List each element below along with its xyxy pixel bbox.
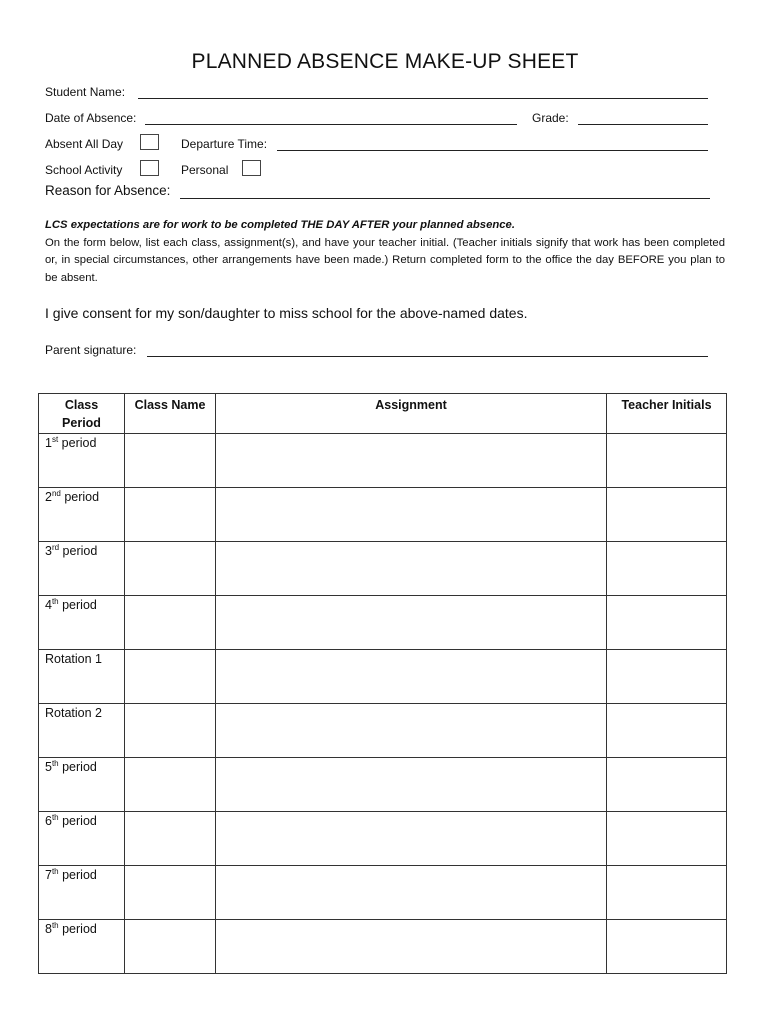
class-name-cell[interactable] xyxy=(125,542,216,596)
teacher-initials-cell[interactable] xyxy=(607,704,727,758)
personal-label: Personal xyxy=(181,163,229,177)
table-row xyxy=(39,542,727,596)
school-activity-checkbox[interactable] xyxy=(140,160,159,176)
grade-field[interactable] xyxy=(578,124,708,125)
assignment-cell[interactable] xyxy=(216,866,607,920)
reason-for-absence-field[interactable] xyxy=(180,198,710,199)
table-row xyxy=(39,866,727,920)
expectations-heading: LCS expectations are for work to be completed THE DAY AFTER your planned absence. xyxy=(45,219,515,231)
student-name-field[interactable] xyxy=(138,98,708,99)
table-row xyxy=(39,920,727,974)
teacher-initials-cell[interactable] xyxy=(607,650,727,704)
assignment-cell[interactable] xyxy=(216,758,607,812)
header-class-period-line1: Class xyxy=(64,398,99,412)
header-class-period xyxy=(39,394,125,434)
student-name-label: Student Name: xyxy=(45,85,126,99)
table-row xyxy=(39,596,727,650)
class-name-cell[interactable] xyxy=(125,434,216,488)
class-name-cell[interactable] xyxy=(125,704,216,758)
absent-all-day-checkbox[interactable] xyxy=(140,134,159,150)
date-of-absence-field[interactable] xyxy=(145,124,517,125)
period-cell: 2nd period xyxy=(39,488,125,542)
header-class-name: Class Name xyxy=(125,394,216,434)
reason-for-absence-label: Reason for Absence: xyxy=(45,183,171,198)
teacher-initials-cell[interactable] xyxy=(607,596,727,650)
date-of-absence-label: Date of Absence: xyxy=(45,111,137,125)
expectations-notice xyxy=(45,217,725,287)
form-title: PLANNED ABSENCE MAKE-UP SHEET xyxy=(191,50,579,73)
assignment-cell[interactable] xyxy=(216,920,607,974)
class-name-cell[interactable] xyxy=(125,650,216,704)
table-row xyxy=(39,650,727,704)
assignment-cell[interactable] xyxy=(216,812,607,866)
departure-time-field[interactable] xyxy=(277,150,708,151)
assignment-cell[interactable] xyxy=(216,704,607,758)
period-cell: 8th period xyxy=(39,920,125,974)
table-header-row xyxy=(39,394,727,434)
teacher-initials-cell[interactable] xyxy=(607,866,727,920)
period-cell: Rotation 1 xyxy=(39,650,125,704)
class-name-cell[interactable] xyxy=(125,758,216,812)
class-name-cell[interactable] xyxy=(125,920,216,974)
teacher-initials-cell[interactable] xyxy=(607,542,727,596)
table-row xyxy=(39,704,727,758)
teacher-initials-cell[interactable] xyxy=(607,758,727,812)
parent-signature-label: Parent signature: xyxy=(45,343,137,357)
period-cell: 7th period xyxy=(39,866,125,920)
teacher-initials-cell[interactable] xyxy=(607,812,727,866)
header-teacher-initials: Teacher Initials xyxy=(607,394,727,434)
school-activity-label: School Activity xyxy=(45,163,123,177)
grade-label: Grade: xyxy=(532,111,569,125)
class-name-cell[interactable] xyxy=(125,812,216,866)
teacher-initials-cell[interactable] xyxy=(607,488,727,542)
assignment-cell[interactable] xyxy=(216,542,607,596)
assignment-cell[interactable] xyxy=(216,596,607,650)
parent-signature-field[interactable] xyxy=(147,356,708,357)
expectations-body: On the form below, list each class, assignment(s), and have your teacher initial. (Teacher initials signify that work has been completed or, in special circumstances, other arrangements have been made.) Return completed form to the office the day BEFORE you plan to be absent. xyxy=(45,236,725,284)
personal-checkbox[interactable] xyxy=(242,160,261,176)
make-up-table xyxy=(38,393,727,974)
class-name-cell[interactable] xyxy=(125,866,216,920)
period-cell: 3rd period xyxy=(39,542,125,596)
period-cell: 4th period xyxy=(39,596,125,650)
teacher-initials-cell[interactable] xyxy=(607,920,727,974)
period-cell: 6th period xyxy=(39,812,125,866)
class-name-cell[interactable] xyxy=(125,488,216,542)
teacher-initials-cell[interactable] xyxy=(607,434,727,488)
header-assignment: Assignment xyxy=(216,394,607,434)
table-row xyxy=(39,812,727,866)
absent-all-day-label: Absent All Day xyxy=(45,137,124,151)
assignment-cell[interactable] xyxy=(216,488,607,542)
table-row xyxy=(39,758,727,812)
assignment-cell[interactable] xyxy=(216,650,607,704)
period-cell: 1st period xyxy=(39,434,125,488)
class-name-cell[interactable] xyxy=(125,596,216,650)
period-cell: Rotation 2 xyxy=(39,704,125,758)
consent-statement: I give consent for my son/daughter to miss school for the above-named dates. xyxy=(45,305,528,321)
table-row xyxy=(39,434,727,488)
assignment-cell[interactable] xyxy=(216,434,607,488)
period-cell: 5th period xyxy=(39,758,125,812)
table-row xyxy=(39,488,727,542)
departure-time-label: Departure Time: xyxy=(181,137,268,151)
header-class-period-line2: Period xyxy=(62,416,101,430)
